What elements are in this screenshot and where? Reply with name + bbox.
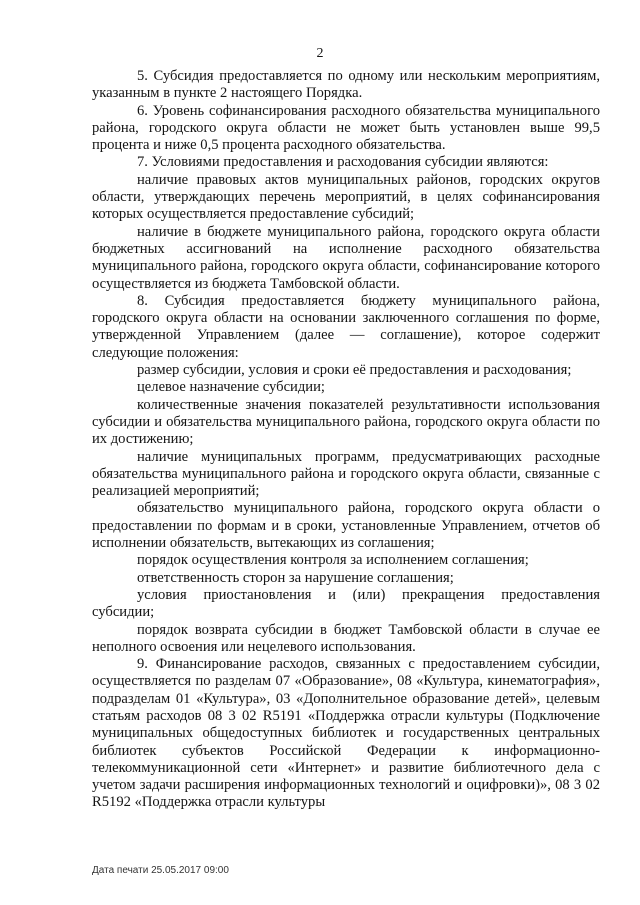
document-body [92, 68, 600, 812]
paragraph-agreement-indicators: количественные значения показателей результативности использования субсидии и обязательства муниципального района, городского округа области по их достижению; [92, 396, 600, 448]
paragraph-agreement-refund: порядок возврата субсидии в бюджет Тамбовской области в случае ее неполного освоения или нецелевого использования. [92, 621, 600, 655]
paragraph-agreement-control: порядок осуществления контроля за исполнением соглашения; [137, 552, 529, 569]
paragraph-agreement-amount: размер субсидии, условия и сроки её предоставления и расходования; [137, 362, 572, 379]
paragraph-agreement-responsibility: ответственность сторон за нарушение соглашения; [137, 569, 454, 586]
paragraph-agreement-reports: обязательство муниципального района, городского округа области о предоставлении по формам и в сроки, установленные Управлением, отчетов об исполнении обязательств, вытекающих из соглашения; [92, 500, 600, 552]
paragraph-condition-legal-acts: наличие правовых актов муниципальных районов, городских округов области, утверждающих перечень мероприятий, в целях софинансирования которых осуществляется предоставление субсидий; [92, 171, 600, 223]
paragraph-clause-7: 7. Условиями предоставления и расходования субсидии являются: [137, 154, 549, 171]
paragraph-clause-8: 8. Субсидия предоставляется бюджету муниципального района, городского округа области на основании заключенного соглашения по форме, утвержденной Управлением (далее — соглашение), которое содержит следующие положения: [92, 292, 600, 361]
paragraph-condition-budget: наличие в бюджете муниципального района, городского округа области бюджетных ассигнований на исполнение расходного обязательства муниципального района, городского округа области, софинансирование которого осуществляется из бюджета Тамбовской области. [92, 223, 600, 292]
paragraph-agreement-purpose: целевое назначение субсидии; [137, 379, 325, 396]
page-number: 2 [316, 46, 324, 61]
print-date-footer: Дата печати 25.05.2017 09:00 [92, 865, 229, 876]
paragraph-agreement-suspension: условия приостановления и (или) прекращения предоставления субсидии; [92, 586, 600, 621]
paragraph-clause-9: 9. Финансирование расходов, связанных с предоставлением субсидии, осуществляется по разделам 07 «Образование», 08 «Культура, кинематография», подразделам 01 «Культура», 03 «Дополнительное образование детей», целевым статьям расходов 08 3 02 R5191 «Поддержка отрасли культуры (Подключение муниципальных общедоступных библиотек и государственных центральных библиотек субъектов Российской Федерации к информационно-телекоммуникационной сети «Интернет» и развитие библиотечного дела с учетом задачи расширения информационных технологий и оцифровки)», 08 3 02 R5192 «Поддержка отрасли культуры [92, 656, 600, 811]
paragraph-clause-5: 5. Субсидия предоставляется по одному или нескольким мероприятиям, указанным в пункте 2 настоящего Порядка. [92, 68, 600, 102]
paragraph-clause-6: 6. Уровень софинансирования расходного обязательства муниципального района, городского округа области не может быть установлен выше 99,5 процента и ниже 0,5 процента расходного обязательства. [92, 102, 600, 154]
paragraph-agreement-programs: наличие муниципальных программ, предусматривающих расходные обязательства муниципального района и городского округа области, связанные с реализацией мероприятий; [92, 448, 600, 500]
